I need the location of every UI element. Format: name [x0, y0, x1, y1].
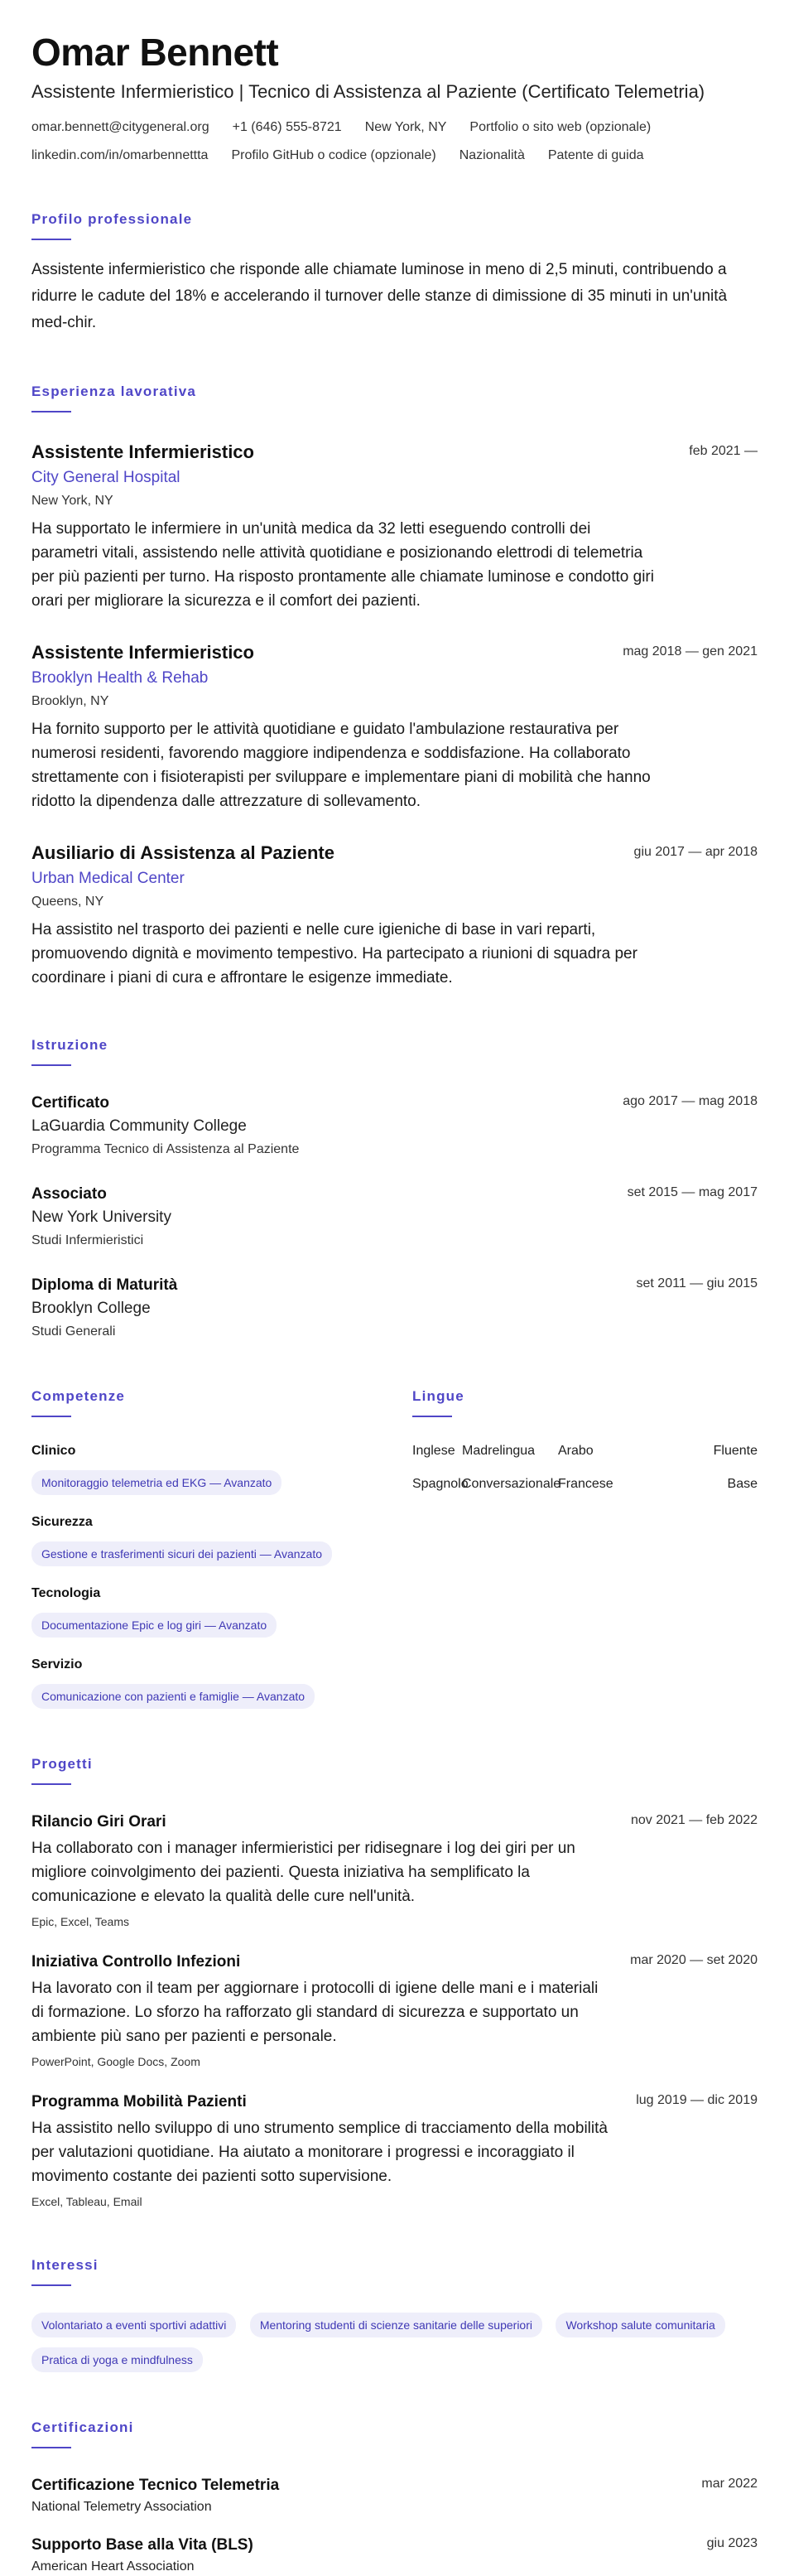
section-divider [31, 2447, 71, 2448]
project-description: Ha lavorato con il team per aggiornare i protocolli di igiene delle mani e i materiali di formazione. Lo sforzo ha rafforzato gli standard di sicurezza e supportato un ambiente più sano per pazienti e personale. [31, 1980, 599, 2045]
contact-linkedin[interactable]: linkedin.com/in/omarbennettta [31, 148, 209, 162]
job-location: New York, NY [31, 494, 113, 508]
project-description: Ha assistito nello sviluppo di uno strumento semplice di tracciamento della mobilità per valutazioni quotidiane. Ha aiutato a monitorare i progressi e incoraggiato il movimento costante dei pazienti sotto supervisione. [31, 2120, 608, 2185]
interests-heading: Interessi [31, 2257, 99, 2273]
skill-tag: Monitoraggio telemetria ed EKG — Avanzato [31, 1470, 281, 1495]
skill-category: Servizio [31, 1657, 83, 1672]
interest-tag: Pratica di yoga e mindfulness [31, 2347, 203, 2372]
education-school: LaGuardia Community College [31, 1117, 247, 1135]
job-location: Queens, NY [31, 895, 104, 909]
projects-section [31, 1755, 758, 2210]
interests-section [31, 2256, 758, 2372]
contact-license: Patente di guida [547, 148, 644, 162]
certifications-heading: Certificazioni [31, 2419, 134, 2435]
contact-portfolio[interactable]: Portfolio o sito web (opzionale) [469, 120, 652, 134]
education-date: set 2015 — mag 2017 [627, 1185, 758, 1199]
education-degree: Associato [31, 1185, 107, 1203]
projects-heading: Progetti [31, 1756, 93, 1772]
contact-list [31, 119, 758, 164]
languages-section [412, 1341, 758, 1709]
interest-tag: Mentoring studenti di scienze sanitarie delle superiori [250, 2313, 542, 2337]
education-section [31, 1036, 758, 1341]
experience-section [31, 383, 758, 990]
skill-category: Clinico [31, 1444, 76, 1458]
section-divider [31, 2284, 71, 2286]
certification-issuer: American Heart Association [31, 2559, 195, 2574]
education-entry [31, 1275, 758, 1341]
job-description: Ha assistito nel trasporto dei pazienti e nelle cure igieniche di base in vari reparti, promuovendo dignità e movimento tempestivo. Ha partecipato a riunioni di squadra per coordinare i piani di cura e affrontare le esigenze immediate. [31, 921, 637, 987]
job-date: feb 2021 — [689, 444, 758, 458]
project-entry [31, 1811, 758, 1930]
skills-languages-row [31, 1341, 758, 1709]
project-entry [31, 2091, 758, 2210]
job-description: Ha supportato le infermiere in un'unità medica da 32 letti eseguendo controlli dei parametri vitali, assistendo nelle attività quotidiane e posizionando elettrodi di telemetria per più pazienti per turno. Ha risposto prontamente alle chiamate luminose e condotto giri orari per migliorare la sicurezza e il comfort dei pazienti. [31, 520, 654, 610]
skills-section [31, 1341, 412, 1709]
education-degree: Diploma di Maturità [31, 1276, 178, 1294]
certification-name: Supporto Base alla Vita (BLS) [31, 2536, 253, 2554]
job-entry [31, 641, 758, 813]
certification-issuer: National Telemetry Association [31, 2500, 212, 2514]
section-divider [31, 1783, 71, 1785]
project-date: lug 2019 — dic 2019 [636, 2093, 758, 2107]
skill-tag: Gestione e trasferimenti sicuri dei pazienti — Avanzato [31, 1541, 332, 1566]
education-entry [31, 1184, 758, 1250]
interest-tag: Workshop salute comunitaria [556, 2313, 724, 2337]
language-name: Arabo [558, 1444, 594, 1458]
project-date: nov 2021 — feb 2022 [630, 1813, 758, 1827]
section-divider [31, 411, 71, 412]
language-level: Conversazionale [462, 1477, 561, 1491]
certification-date: mar 2022 [701, 2477, 758, 2491]
education-area: Studi Infermieristici [31, 1233, 144, 1247]
education-date: set 2011 — giu 2015 [636, 1276, 758, 1290]
education-area: Studi Generali [31, 1324, 116, 1339]
job-title: Ausiliario di Assistenza al Paziente [31, 842, 334, 863]
skills-heading: Competenze [31, 1388, 126, 1404]
education-entry [31, 1093, 758, 1159]
certification-date: giu 2023 [706, 2536, 758, 2550]
certifications-section [31, 2419, 758, 2576]
section-divider [31, 239, 71, 240]
certification-entry [31, 2535, 758, 2576]
summary-text: Assistente infermieristico che risponde alle chiamate luminose in meno di 2,5 minuti, contribuendo a ridurre le cadute del 18% e accelerando il turnover delle stanze di dimissione di 35 minuti in un'unità med-chir. [31, 261, 728, 331]
summary-heading: Profilo professionale [31, 211, 193, 227]
education-heading: Istruzione [31, 1037, 108, 1053]
section-divider [31, 1416, 71, 1417]
project-description: Ha collaborato con i manager infermieristici per ridisegnare i log dei giri per un migliore coinvolgimento dei pazienti. Questa iniziativa ha semplificato la comunicazione e elevato la qualità delle cure nell'unità. [31, 1840, 575, 1905]
language-level: Base [727, 1477, 758, 1491]
contact-phone[interactable]: +1 (646) 555-8721 [232, 120, 342, 134]
certification-name: Certificazione Tecnico Telemetria [31, 2477, 280, 2494]
job-company: Brooklyn Health & Rehab [31, 669, 209, 687]
section-divider [31, 1064, 71, 1066]
project-tools: Epic, Excel, Teams [31, 1915, 130, 1928]
skill-tag: Comunicazione con pazienti e famiglie — Avanzato [31, 1684, 315, 1709]
education-degree: Certificato [31, 1094, 109, 1112]
job-location: Brooklyn, NY [31, 694, 109, 708]
interests-list [31, 2303, 760, 2372]
languages-heading: Lingue [412, 1388, 464, 1404]
education-area: Programma Tecnico di Assistenza al Paziente [31, 1142, 300, 1156]
resume-header [31, 30, 758, 164]
job-entry [31, 842, 758, 990]
summary-section [31, 210, 758, 336]
candidate-headline: Assistente Infermieristico | Tecnico di Assistenza al Paziente (Certificato Telemetria) [31, 81, 705, 102]
language-level: Fluente [713, 1444, 758, 1458]
contact-location: New York, NY [364, 120, 447, 134]
job-description: Ha fornito supporto per le attività quotidiane e guidato l'ambulazione restaurativa per numerosi residenti, favorendo maggiore indipendenza e soddisfazione. Ha collaborato strettamente con i fisioterapisti per sviluppare e implementare piani di mobilità che hanno ridotto la dipendenza dalle attrezzature di sollevamento. [31, 721, 651, 810]
job-entry [31, 441, 758, 613]
project-tools: PowerPoint, Google Docs, Zoom [31, 2055, 200, 2068]
education-school: Brooklyn College [31, 1300, 151, 1317]
job-company: City General Hospital [31, 469, 180, 486]
education-date: ago 2017 — mag 2018 [623, 1094, 758, 1108]
section-divider [412, 1416, 452, 1417]
language-level: Madrelingua [462, 1444, 536, 1458]
contact-github[interactable]: Profilo GitHub o codice (opzionale) [231, 148, 436, 162]
job-title: Assistente Infermieristico [31, 441, 254, 462]
experience-heading: Esperienza lavorativa [31, 384, 197, 399]
language-name: Francese [558, 1477, 613, 1491]
job-date: mag 2018 — gen 2021 [623, 644, 758, 658]
job-company: Urban Medical Center [31, 870, 185, 887]
project-name: Programma Mobilità Pazienti [31, 2093, 247, 2110]
contact-email[interactable]: omar.bennett@citygeneral.org [31, 120, 209, 134]
education-school: New York University [31, 1208, 171, 1226]
skill-tag: Documentazione Epic e log giri — Avanzato [31, 1613, 277, 1638]
skill-category: Tecnologia [31, 1586, 101, 1600]
interest-tag: Volontariato a eventi sportivi adattivi [31, 2313, 236, 2337]
language-name: Spagnolo [412, 1477, 469, 1491]
project-name: Iniziativa Controllo Infezioni [31, 1953, 241, 1971]
language-name: Inglese [412, 1444, 455, 1458]
candidate-name: Omar Bennett [31, 31, 279, 74]
skill-category: Sicurezza [31, 1515, 93, 1529]
certification-entry [31, 2475, 758, 2516]
project-name: Rilancio Giri Orari [31, 1813, 166, 1831]
project-entry [31, 1951, 758, 2070]
project-date: mar 2020 — set 2020 [630, 1953, 758, 1967]
languages-grid [412, 1442, 758, 1493]
contact-nationality: Nazionalità [459, 148, 525, 162]
job-date: giu 2017 — apr 2018 [633, 845, 758, 859]
job-title: Assistente Infermieristico [31, 642, 254, 663]
project-tools: Excel, Tableau, Email [31, 2195, 142, 2208]
